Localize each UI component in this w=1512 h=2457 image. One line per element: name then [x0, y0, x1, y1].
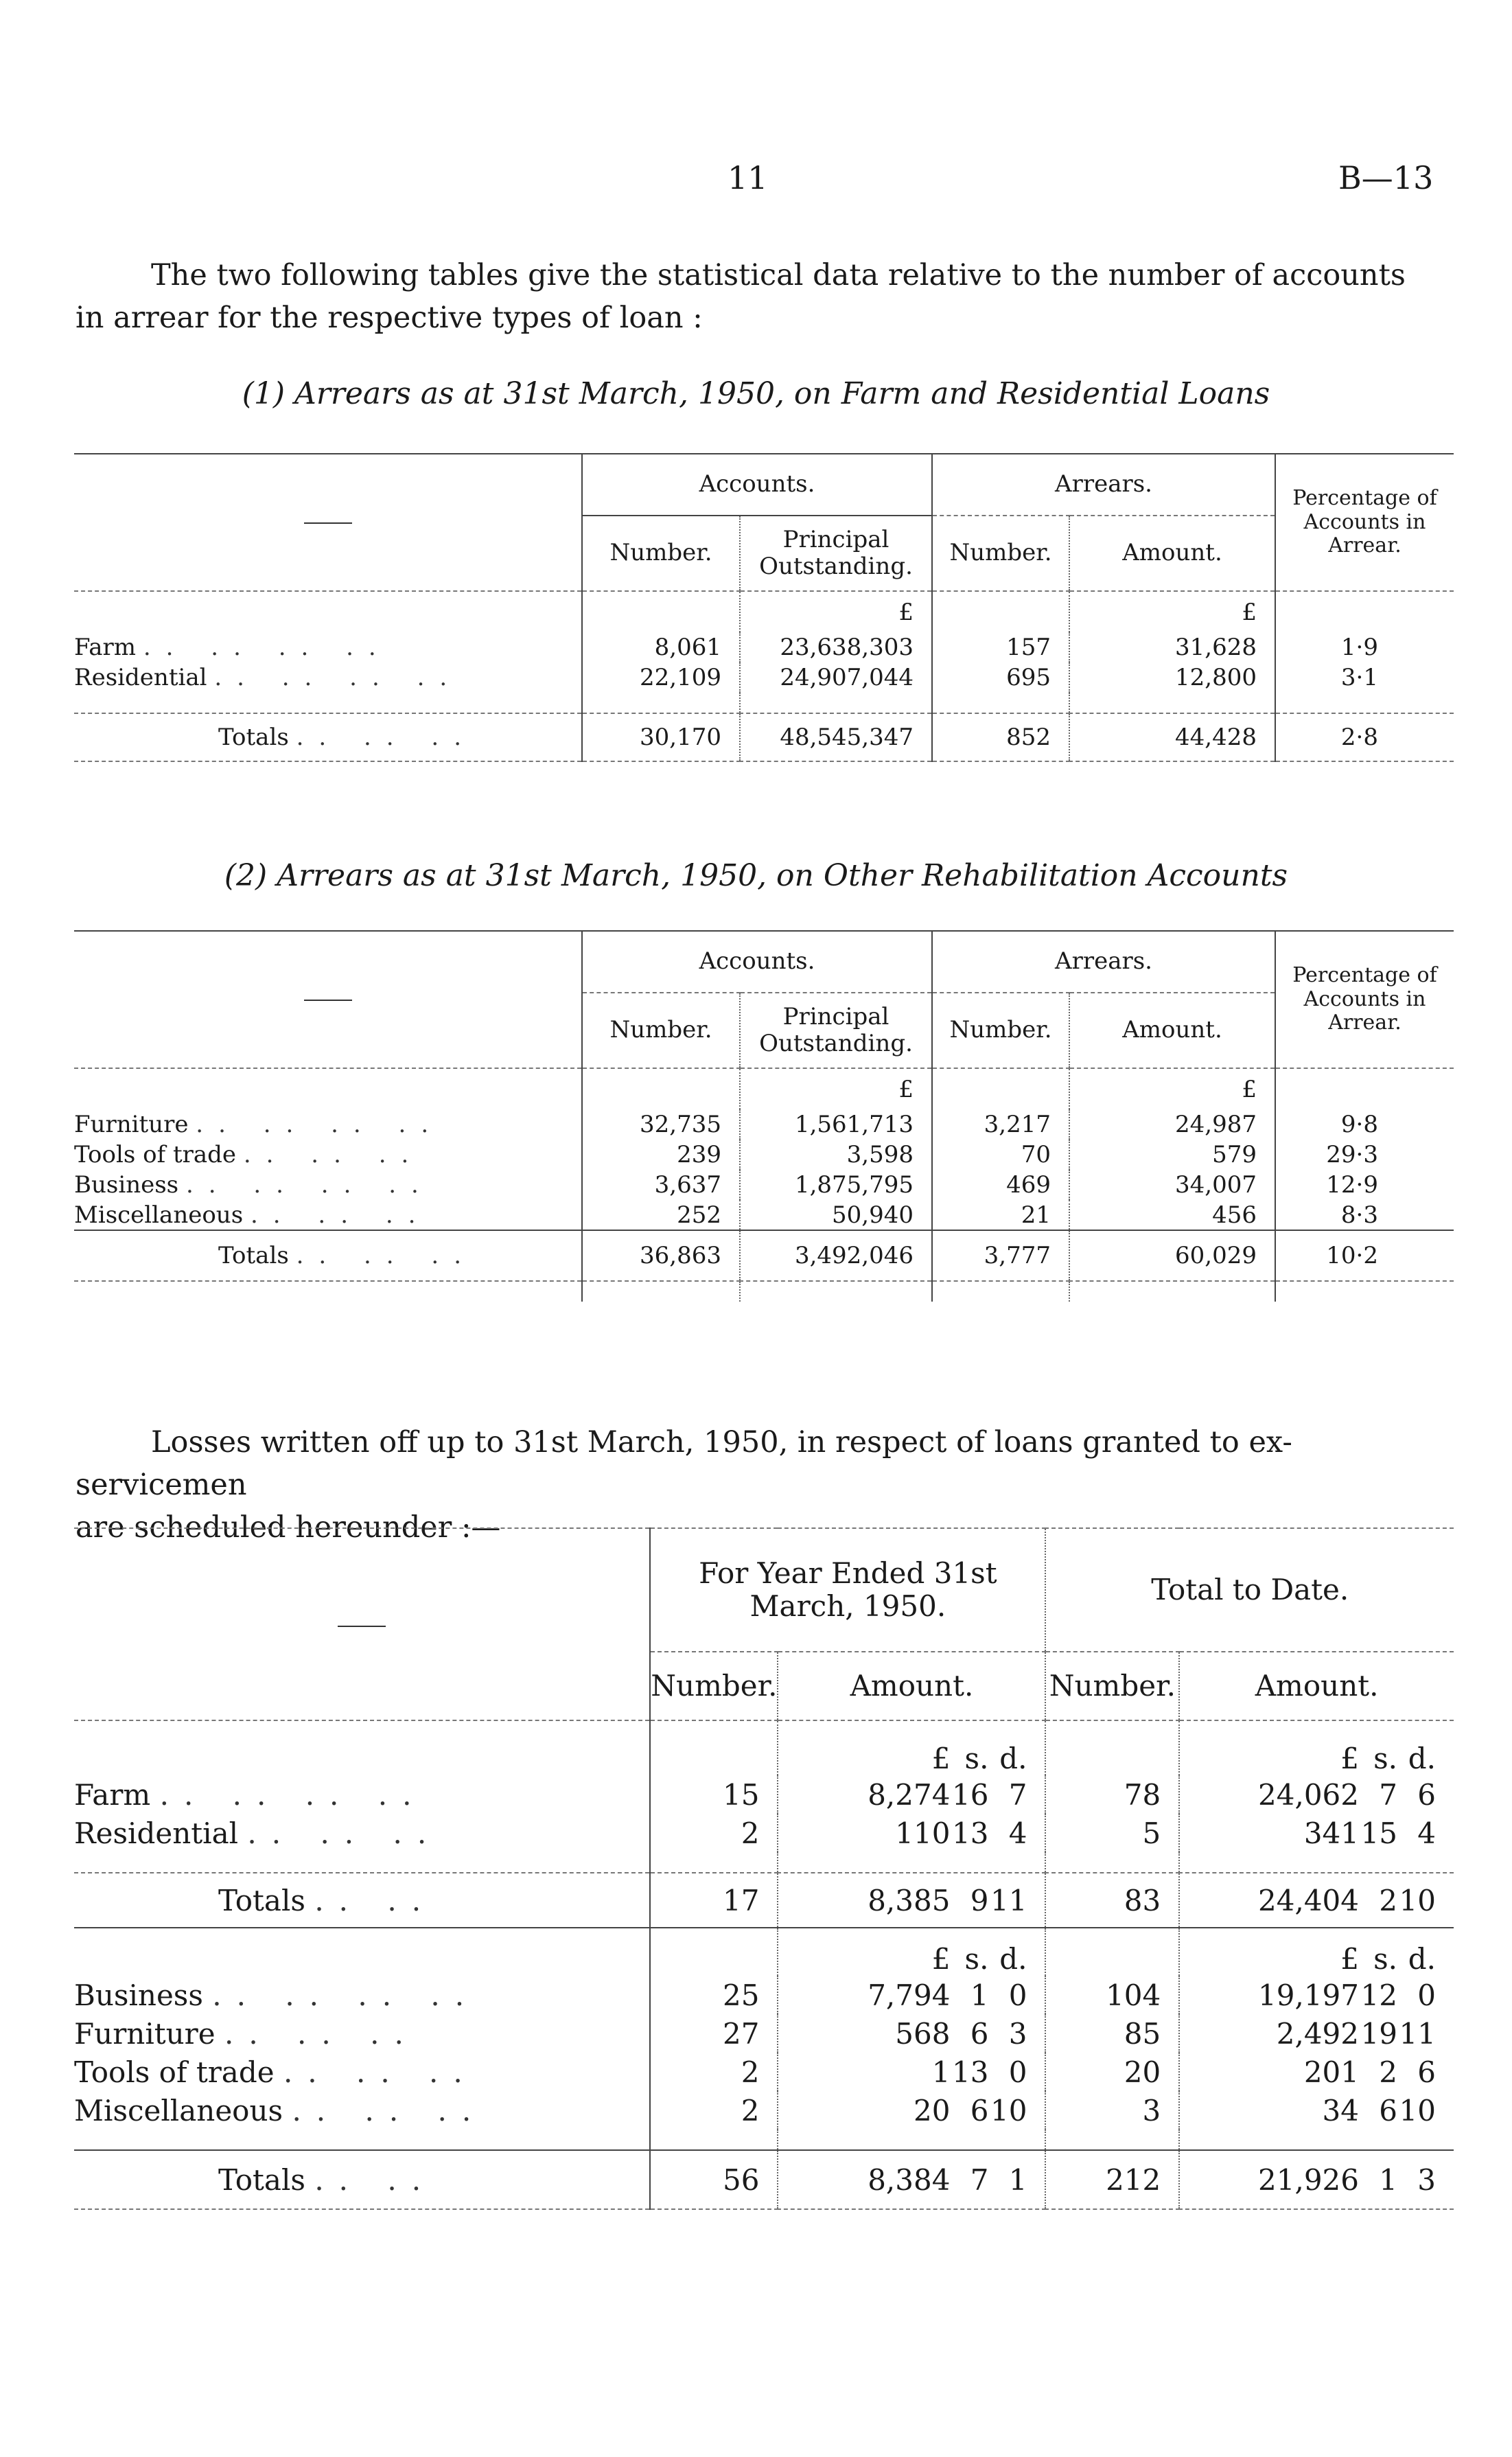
- pence: 7: [1008, 1777, 1027, 1812]
- pence: 10: [1399, 1883, 1436, 1917]
- cell-principal: 1,561,713: [740, 1109, 932, 1140]
- cell-number: 22,109: [582, 662, 740, 693]
- table-row: Tools of trade .. .. .. 239 3,598 70 579 29·3: [74, 1140, 1454, 1170]
- cell-number: 239: [582, 1140, 740, 1170]
- cell-amount: 31,628: [1069, 632, 1275, 662]
- table1-header-arrears-number: Number.: [932, 516, 1069, 591]
- shillings-unit: s.: [1373, 1942, 1397, 1976]
- cell-amount: 44,428: [1069, 713, 1275, 761]
- cell-total-amount: [1179, 1814, 1454, 1852]
- table1-currency-amount: £: [1069, 591, 1275, 632]
- pounds-unit: £: [1340, 1942, 1359, 1976]
- pounds: 1: [931, 2055, 951, 2089]
- losses-line-1: Losses written off up to 31st March, 1950, in respect of loans granted to ex-servicemen: [75, 1425, 1292, 1502]
- cell-arrears-number: 3,777: [932, 1230, 1069, 1281]
- cell-total-number: 20: [1045, 2053, 1179, 2091]
- row-label: Residential: [74, 664, 207, 691]
- cell-number: 30,170: [582, 713, 740, 761]
- cell-arrears-number: 469: [932, 1170, 1069, 1200]
- shillings: 16: [952, 1777, 989, 1812]
- pounds: 20: [914, 2093, 951, 2127]
- row-label: Furniture: [74, 2016, 216, 2051]
- row-label: Farm: [74, 1777, 151, 1812]
- losses-header-amount: Amount.: [778, 1652, 1045, 1720]
- cell-number: 2: [650, 2053, 778, 2091]
- pence: 0: [1008, 2055, 1027, 2089]
- cell-amount: [778, 2014, 1045, 2053]
- cell-percentage: 9·8: [1275, 1109, 1454, 1140]
- cell-arrears-number: 21: [932, 1200, 1069, 1230]
- table-row: Business .. .. .. .. 25 7,794 1 0 104 19,19712 0: [74, 1976, 1454, 2014]
- pence: 6: [1417, 1777, 1436, 1812]
- row-label: Furniture: [74, 1111, 189, 1138]
- table-row: Business .. .. .. .. 3,637 1,875,795 469 34,007 12·9: [74, 1170, 1454, 1200]
- cell-number: 17: [650, 1873, 778, 1928]
- losses-header-year: For Year Ended 31st March, 1950.: [650, 1528, 1045, 1652]
- table-row: Tools of trade .. .. .. 2 113 0 20 201 2 6: [74, 2053, 1454, 2091]
- losses-header-total: Total to Date.: [1045, 1528, 1454, 1652]
- pounds: 24,062: [1258, 1777, 1359, 1812]
- cell-total-amount: [1179, 1873, 1454, 1928]
- cell-arrears-number: 852: [932, 713, 1069, 761]
- cell-number: 3,637: [582, 1170, 740, 1200]
- pounds: 8,274: [868, 1777, 951, 1812]
- pence: 3: [1008, 2016, 1027, 2051]
- table2-stub-header: [74, 931, 582, 1068]
- cell-number: 8,061: [582, 632, 740, 662]
- cell-total-number: 104: [1045, 1976, 1179, 2014]
- cell-percentage: 8·3: [1275, 1200, 1454, 1230]
- shillings: 6: [1379, 2093, 1397, 2127]
- cell-total-number: 212: [1045, 2150, 1179, 2209]
- table-row: Miscellaneous .. .. .. 2 20 610 3 34 610: [74, 2091, 1454, 2130]
- cell-amount: 24,987: [1069, 1109, 1275, 1140]
- table-row: Farm .. .. .. .. 8,061 23,638,303 157 31,628 1·9: [74, 632, 1454, 662]
- losses-line-2: are scheduled hereunder :—: [75, 1510, 501, 1545]
- cell-total-number: 5: [1045, 1814, 1179, 1852]
- pounds: 8,385: [868, 1883, 951, 1917]
- table1-header-accounts: Accounts.: [582, 454, 932, 516]
- pounds: 110: [895, 1816, 951, 1850]
- shillings: 13: [952, 1816, 989, 1850]
- shillings: 9: [970, 1883, 989, 1917]
- cell-total-amount: [1179, 2014, 1454, 2053]
- cell-number: 32,735: [582, 1109, 740, 1140]
- row-label: Tools of trade: [74, 1141, 237, 1168]
- cell-total-amount: [1179, 2053, 1454, 2091]
- cell-total-number: 3: [1045, 2091, 1179, 2130]
- table2-header-principal: Principal Outstanding.: [740, 993, 932, 1068]
- totals-label: Totals: [218, 724, 289, 751]
- cell-percentage: 29·3: [1275, 1140, 1454, 1170]
- table1-header-number: Number.: [582, 516, 740, 591]
- pounds: 201: [1303, 2055, 1359, 2089]
- row-label: Farm: [74, 634, 137, 661]
- pounds: 19,197: [1258, 1978, 1359, 2012]
- cell-amount: [778, 2091, 1045, 2130]
- losses-header-number: Number.: [650, 1652, 778, 1720]
- pence: 11: [1399, 2016, 1436, 2051]
- pence: 0: [1417, 1978, 1436, 2012]
- totals-label: Totals: [218, 1242, 289, 1269]
- pence: 4: [1417, 1816, 1436, 1850]
- table2-totals-row: Totals .. .. .. 36,863 3,492,046 3,777 60,029 10·2: [74, 1230, 1454, 1281]
- losses-header-total-amount: Amount.: [1179, 1652, 1454, 1720]
- cell-amount: [778, 1775, 1045, 1814]
- table1-header-principal: Principal Outstanding.: [740, 516, 932, 591]
- shillings: 1: [970, 1978, 989, 2012]
- pence-unit: d.: [1408, 1942, 1436, 1976]
- cell-amount: [778, 1873, 1045, 1928]
- cell-total-amount: [1179, 2150, 1454, 2209]
- cell-principal: 1,875,795: [740, 1170, 932, 1200]
- shillings: 13: [952, 2055, 989, 2089]
- shillings: 2: [1379, 1883, 1397, 1917]
- shillings: 12: [1360, 1978, 1397, 2012]
- pence-unit: d.: [999, 1942, 1027, 1976]
- table1-totals-row: Totals .. .. .. 30,170 48,545,347 852 44,428 2·8: [74, 713, 1454, 761]
- cell-arrears-number: 70: [932, 1140, 1069, 1170]
- cell-amount: [778, 1814, 1045, 1852]
- cell-percentage: 12·9: [1275, 1170, 1454, 1200]
- cell-number: 36,863: [582, 1230, 740, 1281]
- cell-arrears-number: 695: [932, 662, 1069, 693]
- losses-stub-header: [74, 1528, 650, 1720]
- pence-unit: d.: [999, 1742, 1027, 1775]
- cell-arrears-number: 157: [932, 632, 1069, 662]
- shillings: 1: [1379, 2162, 1397, 2197]
- table2-header-number: Number.: [582, 993, 740, 1068]
- table2-header-accounts: Accounts.: [582, 931, 932, 993]
- pounds: 7,794: [868, 1978, 951, 2012]
- cell-number: 2: [650, 2091, 778, 2130]
- cell-total-number: 85: [1045, 2014, 1179, 2053]
- losses-units-row: [1179, 1720, 1454, 1775]
- pence: 6: [1417, 2055, 1436, 2089]
- cell-amount: 12,800: [1069, 662, 1275, 693]
- cell-amount: 579: [1069, 1140, 1275, 1170]
- cell-number: 27: [650, 2014, 778, 2053]
- cell-principal: 24,907,044: [740, 662, 932, 693]
- table2-header-percentage: Percentage of Accounts in Arrear.: [1275, 931, 1454, 1068]
- row-label: Residential: [74, 1816, 239, 1850]
- losses-group2-totals-row: Totals .. .. 56 8,384 7 1 212 21,926 1 3: [74, 2150, 1454, 2209]
- pounds-unit: £: [931, 1942, 951, 1976]
- losses-units-row: [778, 1928, 1045, 1976]
- table-row: Furniture .. .. .. 27 568 6 3 85 2,4921911: [74, 2014, 1454, 2053]
- cell-amount: [778, 2053, 1045, 2091]
- cell-amount: 60,029: [1069, 1230, 1275, 1281]
- totals-label: Totals: [218, 2162, 305, 2197]
- shillings: 7: [970, 2162, 989, 2197]
- cell-number: 2: [650, 1814, 778, 1852]
- table2-header-arrears: Arrears.: [932, 931, 1275, 993]
- cell-amount: [778, 2150, 1045, 2209]
- losses-units-row: [778, 1720, 1045, 1775]
- cell-percentage: 2·8: [1275, 713, 1454, 761]
- pounds: 341: [1303, 1816, 1359, 1850]
- table1-currency-principal: £: [740, 591, 932, 632]
- table2-header-amount: Amount.: [1069, 993, 1275, 1068]
- table2-caption: (2) Arrears as at 31st March, 1950, on Other Rehabilitation Accounts: [224, 858, 1288, 893]
- cell-percentage: 10·2: [1275, 1230, 1454, 1281]
- shillings: 6: [970, 2016, 989, 2051]
- losses-units-row: [1179, 1928, 1454, 1976]
- pence: 4: [1008, 1816, 1027, 1850]
- cell-principal: 50,940: [740, 1200, 932, 1230]
- cell-total-amount: [1179, 1976, 1454, 2014]
- row-label: Business: [74, 1978, 203, 2012]
- pence-unit: d.: [1408, 1742, 1436, 1775]
- table1-header-percentage: Percentage of Accounts in Arrear.: [1275, 454, 1454, 591]
- cell-number: 25: [650, 1976, 778, 2014]
- intro-line-2: in arrear for the respective types of loan :: [75, 301, 703, 335]
- pounds: 8,384: [868, 2162, 951, 2197]
- row-label: Miscellaneous: [74, 1201, 244, 1229]
- pounds: 24,404: [1258, 1883, 1359, 1917]
- shillings-unit: s.: [1373, 1742, 1397, 1775]
- cell-number: 252: [582, 1200, 740, 1230]
- table-row: Residential .. .. .. 2 11013 4 5 34115 4: [74, 1814, 1454, 1852]
- pounds-unit: £: [931, 1742, 951, 1775]
- shillings: 19: [1360, 2016, 1397, 2051]
- table1-caption: (1) Arrears as at 31st March, 1950, on Farm and Residential Loans: [242, 376, 1270, 411]
- table-row: Farm .. .. .. .. 15 8,27416 7 78 24,062 7 6: [74, 1775, 1454, 1814]
- pence: 3: [1417, 2162, 1436, 2197]
- losses-header-total-number: Number.: [1045, 1652, 1179, 1720]
- table2-header-arrears-number: Number.: [932, 993, 1069, 1068]
- cell-total-number: 78: [1045, 1775, 1179, 1814]
- page-reference: B—13: [1338, 159, 1434, 196]
- intro-paragraph: [75, 254, 1455, 339]
- pence: 10: [1399, 2093, 1436, 2127]
- shillings: 7: [1379, 1777, 1397, 1812]
- losses-group1-totals-row: Totals .. .. 17 8,385 911 83 24,404 210: [74, 1873, 1454, 1928]
- row-label: Miscellaneous: [74, 2093, 283, 2127]
- shillings: 2: [1379, 2055, 1397, 2089]
- pounds: 2,492: [1276, 2016, 1359, 2051]
- cell-principal: 3,598: [740, 1140, 932, 1170]
- shillings-unit: s.: [964, 1942, 989, 1976]
- cell-total-number: 83: [1045, 1873, 1179, 1928]
- pounds-unit: £: [1340, 1742, 1359, 1775]
- page-number: 11: [728, 159, 768, 196]
- cell-amount: 34,007: [1069, 1170, 1275, 1200]
- table-row: Residential .. .. .. .. 22,109 24,907,044 695 12,800 3·1: [74, 662, 1454, 693]
- table-row: Furniture .. .. .. .. 32,735 1,561,713 3,217 24,987 9·8: [74, 1109, 1454, 1140]
- cell-number: 15: [650, 1775, 778, 1814]
- table2-currency-principal: £: [740, 1068, 932, 1109]
- cell-amount: 456: [1069, 1200, 1275, 1230]
- table1-farm-residential-arrears: [74, 453, 1454, 762]
- table1-header-amount: Amount.: [1069, 516, 1275, 591]
- cell-principal: 23,638,303: [740, 632, 932, 662]
- intro-line-1: The two following tables give the statistical data relative to the number of accounts: [151, 258, 1406, 292]
- pence: 11: [990, 1883, 1027, 1917]
- table2-currency-amount: £: [1069, 1068, 1275, 1109]
- cell-number: 56: [650, 2150, 778, 2209]
- cell-principal: 48,545,347: [740, 713, 932, 761]
- table2-other-rehabilitation-arrears: [74, 930, 1454, 1302]
- cell-total-amount: [1179, 2091, 1454, 2130]
- totals-label: Totals: [218, 1883, 305, 1917]
- shillings: 15: [1360, 1816, 1397, 1850]
- pounds: 568: [895, 2016, 951, 2051]
- pence: 1: [1008, 2162, 1027, 2197]
- cell-principal: 3,492,046: [740, 1230, 932, 1281]
- cell-total-amount: [1179, 1775, 1454, 1814]
- pence: 10: [990, 2093, 1027, 2127]
- pounds: 21,926: [1258, 2162, 1359, 2197]
- shillings-unit: s.: [964, 1742, 989, 1775]
- cell-percentage: 1·9: [1275, 632, 1454, 662]
- row-label: Tools of trade: [74, 2055, 275, 2089]
- cell-amount: [778, 1976, 1045, 2014]
- pounds: 34: [1322, 2093, 1359, 2127]
- cell-percentage: 3·1: [1275, 662, 1454, 693]
- table1-stub-header: [74, 454, 582, 591]
- pence: 0: [1008, 1978, 1027, 2012]
- losses-table: [74, 1527, 1454, 2210]
- table1-header-arrears: Arrears.: [932, 454, 1275, 516]
- cell-arrears-number: 3,217: [932, 1109, 1069, 1140]
- shillings: 6: [970, 2093, 989, 2127]
- row-label: Business: [74, 1171, 179, 1199]
- table-row: Miscellaneous .. .. .. 252 50,940 21 456 8·3: [74, 1200, 1454, 1230]
